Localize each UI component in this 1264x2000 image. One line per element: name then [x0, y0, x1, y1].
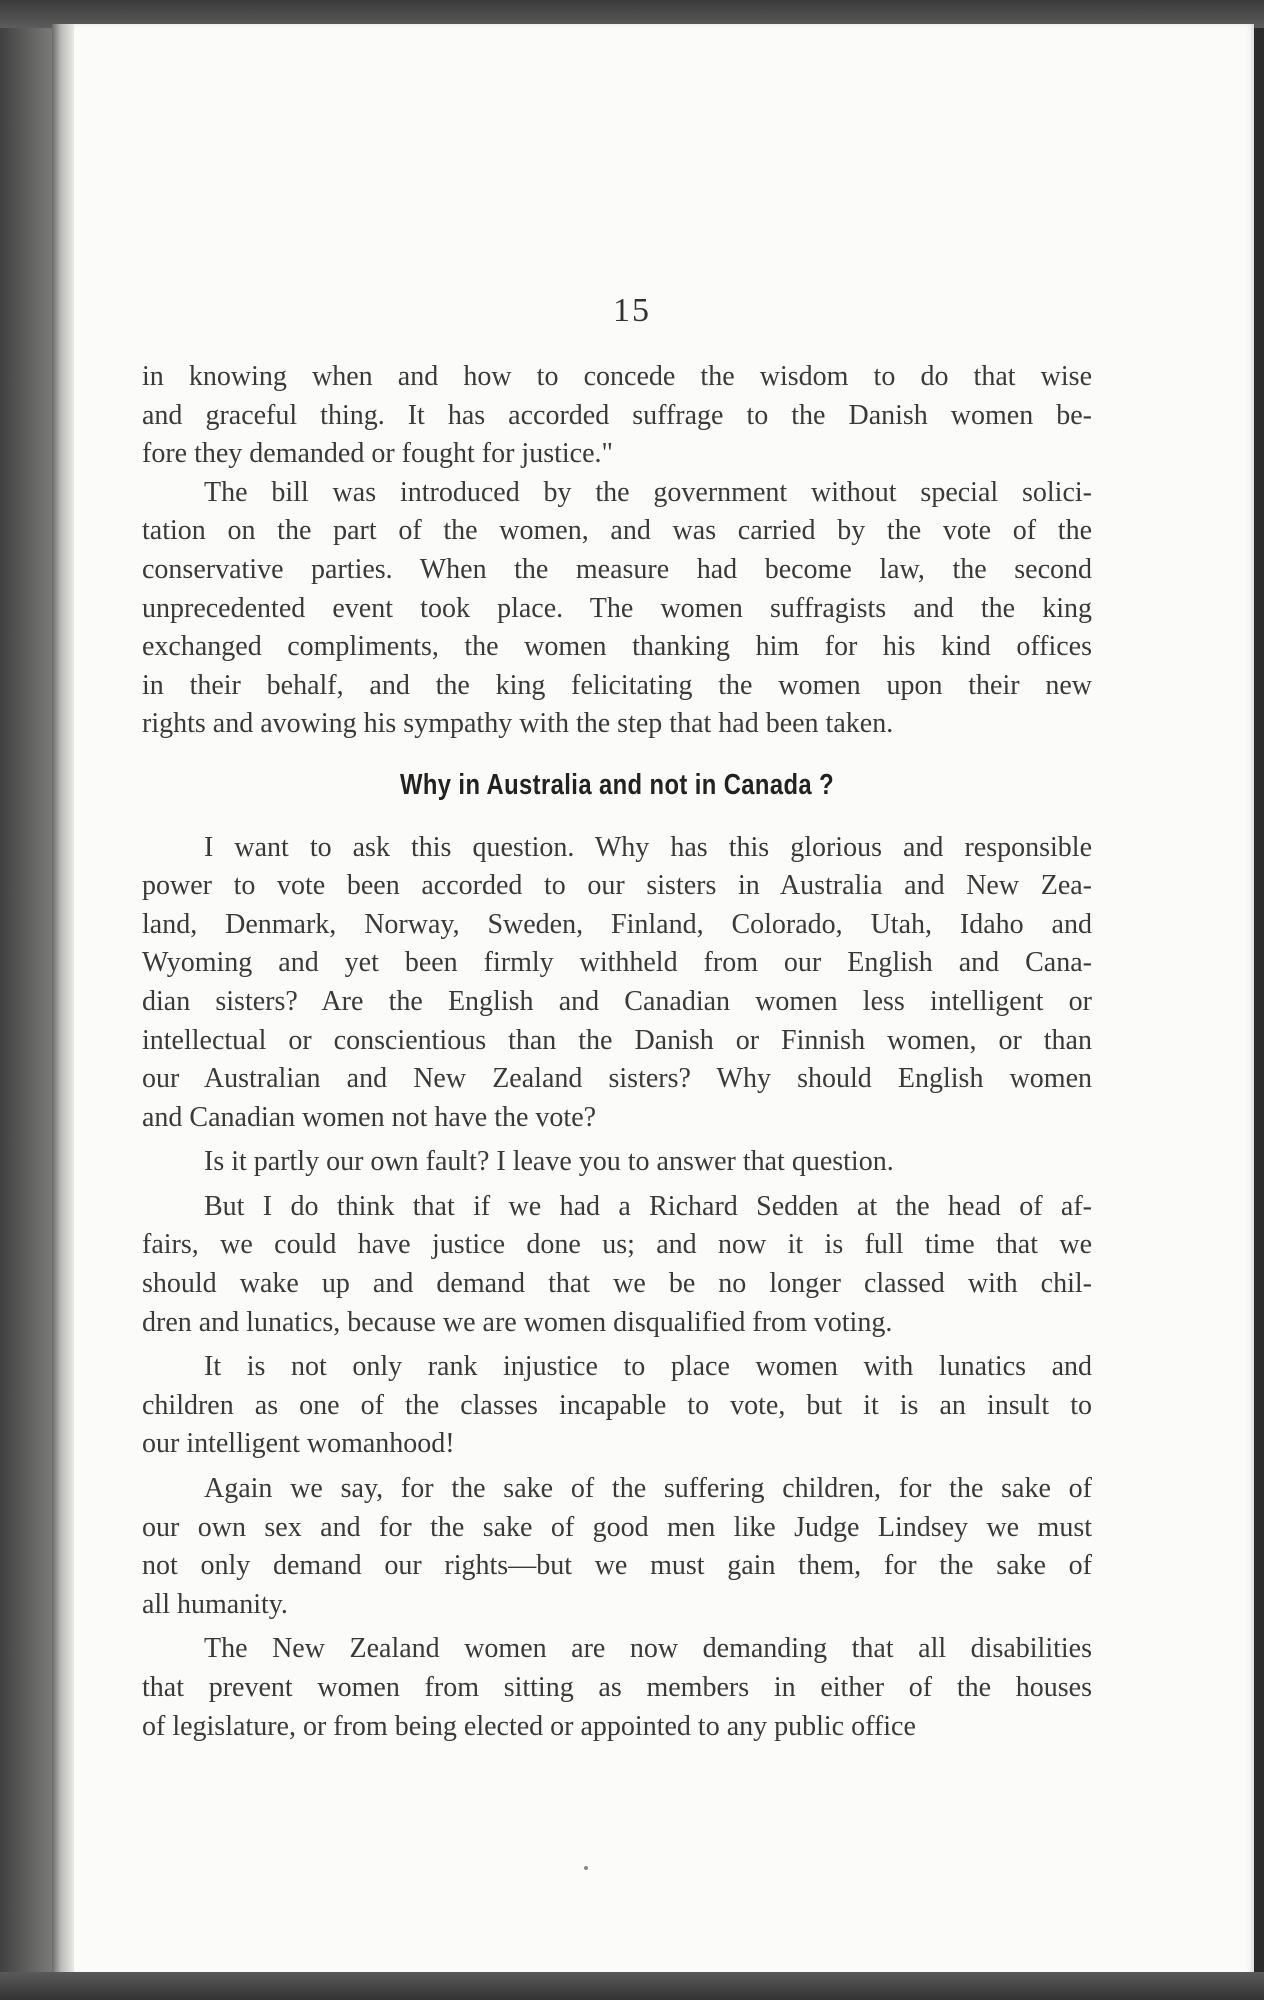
- text-line: children as one of the classes incapable to vote, but it is an insult to: [142, 1389, 1092, 1421]
- text-line: and graceful thing. It has accorded suffrage to the Danish women be-: [142, 399, 1092, 431]
- paragraph: [142, 829, 1092, 1138]
- text-line: of legislature, or from being elected or appointed to any public office: [142, 1710, 916, 1742]
- scan-border-bottom: [0, 1972, 1264, 2000]
- paragraph: [142, 1470, 1092, 1624]
- text-line: exchanged compliments, the women thanking him for his kind offices: [142, 631, 1092, 663]
- paragraph: [142, 1630, 1092, 1746]
- text-line: Wyoming and yet been firmly withheld from our English and Cana-: [142, 947, 1092, 979]
- text-line: It is not only rank injustice to place women with lunatics and: [204, 1351, 1092, 1383]
- text-line: rights and avowing his sympathy with the step that had been taken.: [142, 708, 894, 740]
- text-line: that prevent women from sitting as members in either of the houses: [142, 1672, 1092, 1703]
- paragraph: [142, 358, 1092, 474]
- paragraph: [142, 474, 1092, 744]
- text-line: The New Zealand women are now demanding that all disabilities: [204, 1633, 1092, 1665]
- text-line: land, Denmark, Norway, Sweden, Finland, Colorado, Utah, Idaho and: [142, 908, 1092, 940]
- paragraph: [142, 1143, 1092, 1182]
- text-line: not only demand our rights—but we must gain them, for the sake of: [142, 1550, 1092, 1582]
- text-line: dian sisters? Are the English and Canadian women less intelligent or: [142, 985, 1092, 1017]
- text-block-before-heading: [142, 358, 1092, 744]
- section-heading: Why in Australia and not in Canada ?: [399, 768, 835, 801]
- text-line: intellectual or conscientious than the Danish or Finnish women, or than: [142, 1024, 1092, 1056]
- text-line: fairs, we could have justice done us; and now it is full time that we: [142, 1229, 1092, 1261]
- speck-mark: [584, 1866, 588, 1870]
- text-line: tation on the part of the women, and was carried by the vote of the: [142, 515, 1092, 547]
- text-line: in knowing when and how to concede the wisdom to do that wise: [142, 361, 1092, 392]
- text-line: unprecedented event took place. The women suffragists and the king: [142, 592, 1092, 624]
- page-body: [142, 358, 1092, 1746]
- text-line: dren and lunatics, because we are women disqualified from voting.: [142, 1306, 893, 1338]
- text-line: I want to ask this question. Why has this glorious and responsible: [204, 831, 1092, 863]
- text-line: should wake up and demand that we be no longer classed with chil-: [142, 1268, 1092, 1300]
- text-line: power to vote been accorded to our sisters in Australia and New Zea-: [142, 870, 1092, 902]
- paragraph: [142, 1188, 1092, 1342]
- page-number: 15: [613, 292, 651, 329]
- text-line: our own sex and for the sake of good men like Judge Lindsey we must: [142, 1511, 1092, 1543]
- text-line: and Canadian women not have the vote?: [142, 1101, 597, 1133]
- text-block-after-heading: [142, 829, 1092, 1747]
- text-line: in their behalf, and the king felicitating the women upon their new: [142, 669, 1092, 701]
- text-line: Is it partly our own fault? I leave you to answer that question.: [204, 1146, 894, 1178]
- text-line: The bill was introduced by the government without special solici-: [204, 476, 1092, 508]
- text-line: conservative parties. When the measure had become law, the second: [142, 553, 1092, 585]
- paragraph: [142, 1348, 1092, 1464]
- text-line: But I do think that if we had a Richard Sedden at the head of af-: [204, 1190, 1092, 1222]
- text-line: fore they demanded or fought for justice.": [142, 438, 613, 470]
- text-line: Again we say, for the sake of the suffering children, for the sake of: [204, 1473, 1092, 1505]
- text-line: our intelligent womanhood!: [142, 1428, 455, 1460]
- text-line: our Australian and New Zealand sisters? Why should English women: [142, 1063, 1092, 1095]
- text-line: all humanity.: [142, 1588, 288, 1620]
